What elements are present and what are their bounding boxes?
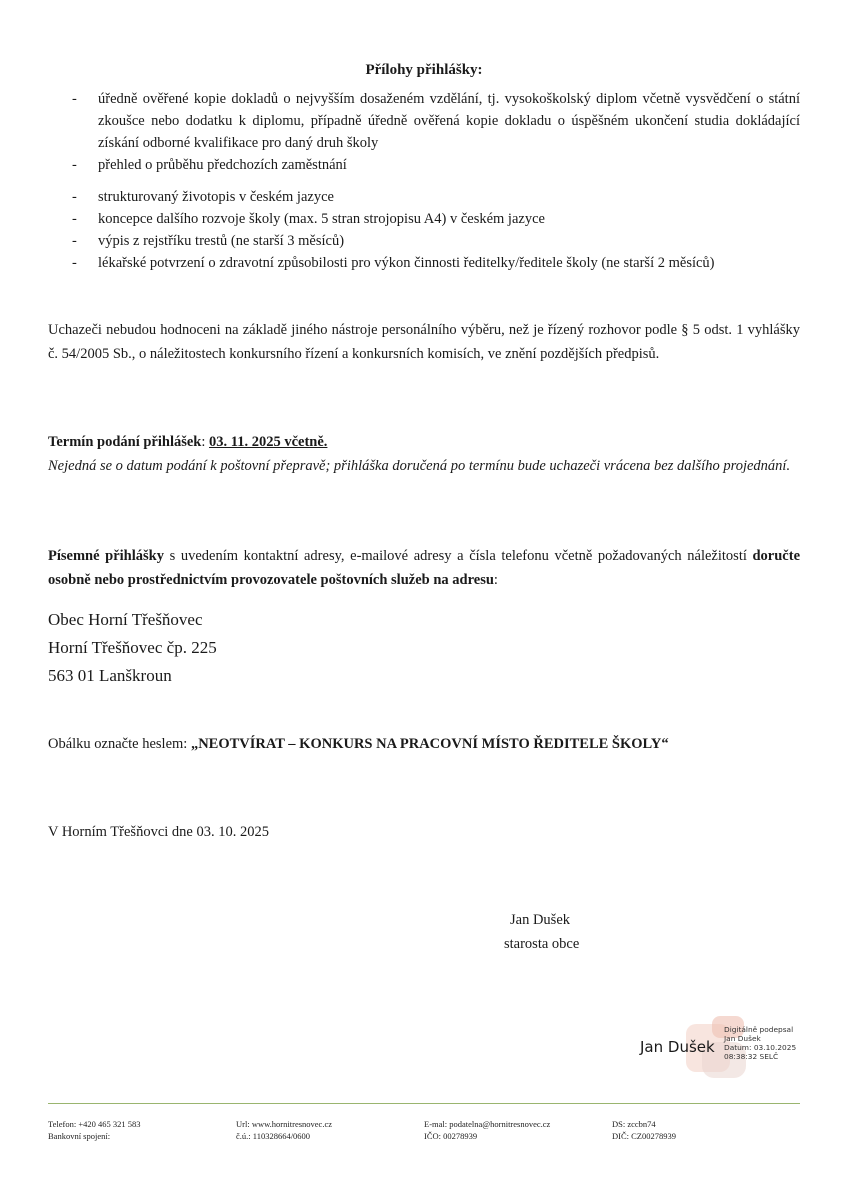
footer-text: DIČ: CZ00278939 (612, 1131, 676, 1141)
submission-text-end: : (493, 572, 498, 588)
footer-text: E-mal: podatelna@hornitresnovec.cz (424, 1119, 551, 1129)
list-item: - úředně ověřené kopie dokladů o nejvyšším dosaženém vzdělání, tj. vysokoškolský diplom včetně vysvědčení o státní zkoušce nebo dodatku k diplomu, případně úředně ověřená kopie dokladu o úspěšném ukončení studia dokládající získání odborné kvalifikace pro daný druh školy (48, 88, 800, 154)
digital-signature (640, 1014, 820, 1084)
envelope-instruction (48, 732, 800, 756)
signatory-name: Jan Dušek (510, 912, 571, 928)
deadline-block (48, 430, 800, 478)
digital-signature-name: Jan Dušek (640, 1038, 715, 1056)
deadline-label: Termín podání přihlášek (48, 434, 202, 450)
deadline-note: Nejedná se o datum podání k poštovní přepravě; přihláška doručená po termínu bude uchazeči vrácena bez dalšího projednání. (48, 458, 791, 474)
submission-text-middle: s uvedením kontaktní adresy, e-mailové adresy a čísla telefonu včetně požadovaných náležitostí (163, 548, 753, 564)
attachments-title: Přílohy přihlášky: (365, 62, 483, 78)
submission-bold-end: doručte osobně nebo prostřednictvím provozovatele poštovních služeb na adresu (48, 548, 800, 588)
digital-signature-details (724, 1025, 796, 1061)
footer-divider (48, 1103, 800, 1104)
footer-column-email (424, 1118, 550, 1142)
envelope-slogan: „NEOTVÍRAT – KONKURS NA PRACOVNÍ MÍSTO ŘEDITELE ŠKOLY“ (190, 736, 669, 752)
place-date: V Horním Třešňovci dne 03. 10. 2025 (48, 824, 269, 840)
attachments-list (48, 88, 800, 274)
signatory-role: starosta obce (504, 936, 580, 952)
footer-text: č.ú.: 110328664/0600 (236, 1131, 311, 1141)
deadline-date: 03. 11. 2025 včetně. (209, 434, 328, 450)
submission-instructions (48, 544, 800, 592)
envelope-prefix: Obálku označte heslem: (48, 736, 191, 752)
list-item: - koncepce dalšího rozvoje školy (max. 5 stran strojopisu A4) v českém jazyce (48, 208, 800, 230)
mailing-address (48, 606, 217, 690)
footer-text: Url: www.hornitresnovec.cz (236, 1119, 332, 1129)
deadline-colon: : (201, 434, 210, 450)
footer-text: Bankovní spojení: (48, 1131, 111, 1141)
list-item: - přehled o průběhu předchozích zaměstnání (48, 154, 800, 176)
list-item: - strukturovaný životopis v českém jazyce (48, 186, 800, 208)
address-line: Obec Horní Třešňovec (48, 610, 203, 629)
footer-column-web (236, 1118, 332, 1142)
submission-bold-start: Písemné přihlášky (48, 548, 164, 564)
footer-text: Telefon: +420 465 321 583 (48, 1119, 141, 1129)
footer-text: IČO: 00278939 (424, 1131, 478, 1141)
footer-column-contact (48, 1118, 141, 1142)
address-line: 563 01 Lanškroun (48, 666, 172, 685)
signature-detail-line: Jan Dušek (724, 1034, 761, 1043)
signature-detail-line: 08:38:32 SELČ (724, 1052, 779, 1061)
list-item: - výpis z rejstříku trestů (ne starší 3 měsíců) (48, 230, 800, 252)
address-line: Horní Třešňovec čp. 225 (48, 638, 217, 657)
signature-detail-line: Datum: 03.10.2025 (724, 1043, 797, 1052)
signature-detail-line: Digitálně podepsal (724, 1025, 794, 1034)
evaluation-note: Uchazeči nebudou hodnoceni na základě jiného nástroje personálního výběru, než je řízený rozhovor podle § 5 odst. 1 vyhlášky č. 54/2005 Sb., o náležitostech konkursního řízení a konkursních komisích, ve znění pozdějších předpisů. (48, 322, 800, 362)
list-item: - lékařské potvrzení o zdravotní způsobilosti pro výkon činnosti ředitelky/ředitele školy (ne starší 2 měsíců) (48, 252, 800, 274)
footer-column-ids (612, 1118, 676, 1142)
footer-text: DS: zccbn74 (612, 1119, 656, 1129)
